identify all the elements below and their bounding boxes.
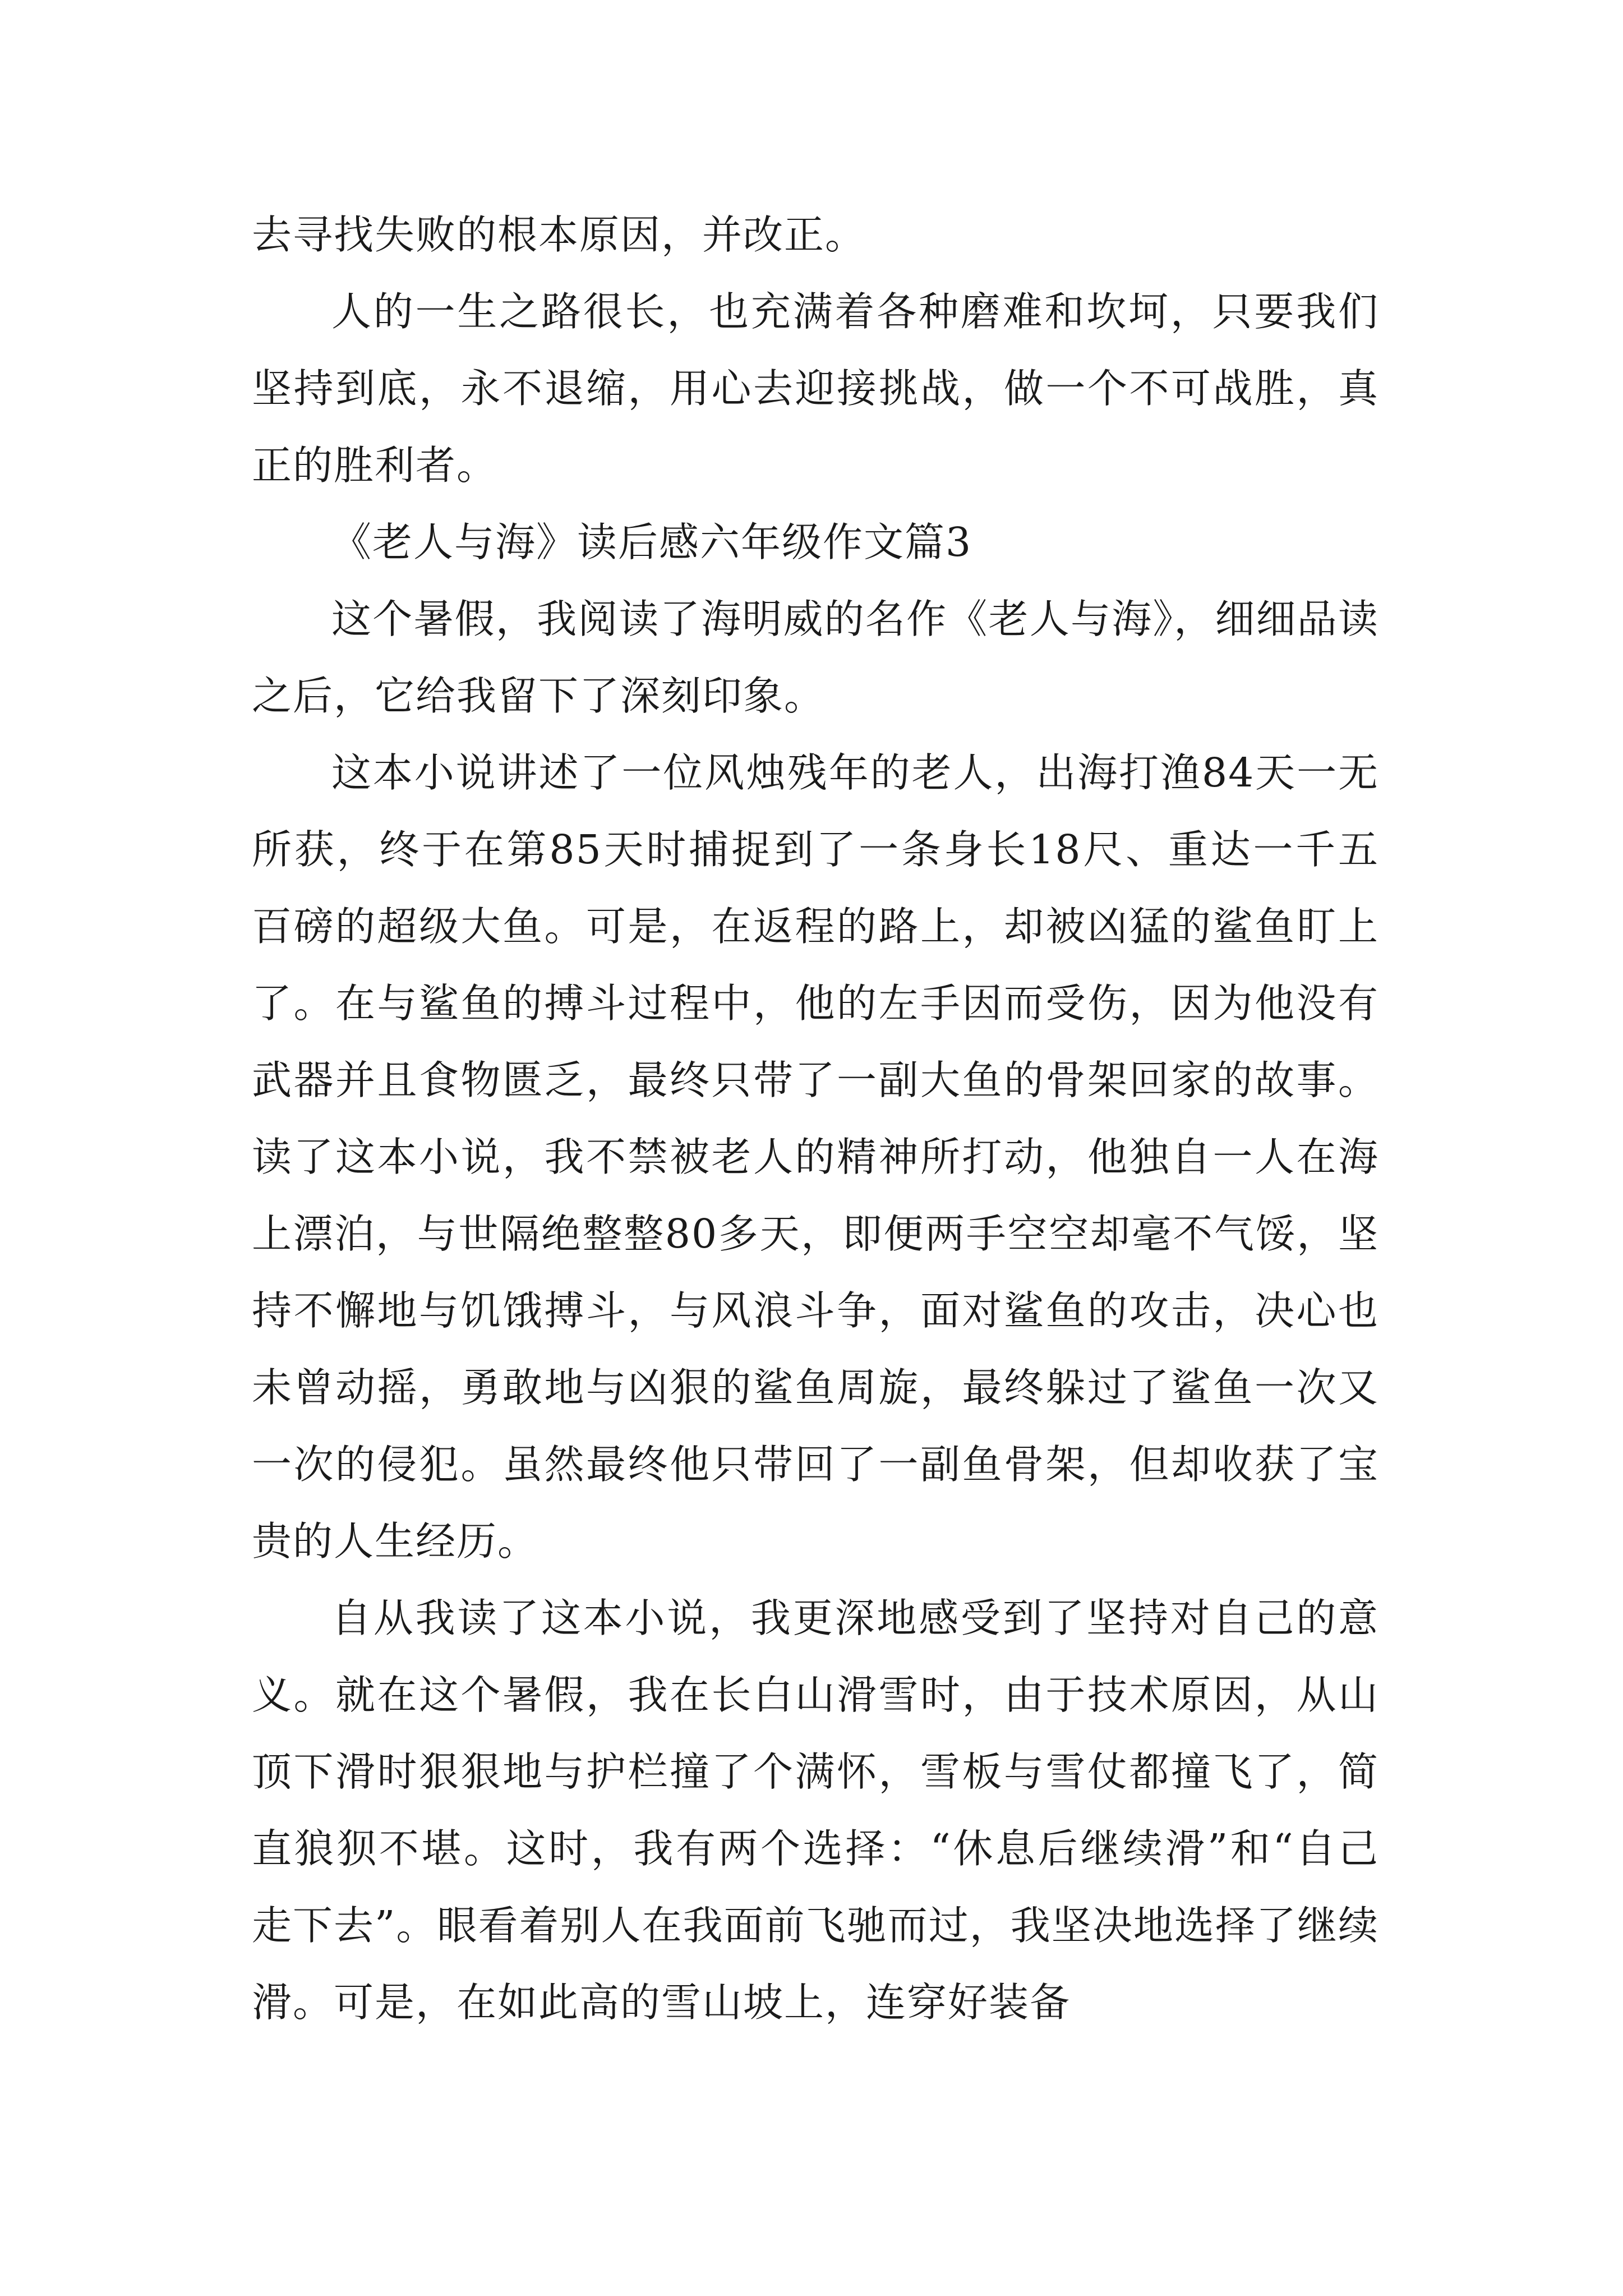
article-body	[252, 196, 1379, 2041]
paragraph-continued: 去寻找失败的根本原因，并改正。	[252, 211, 866, 258]
paragraph-summary: 这本小说讲述了一位风烛残年的老人，出海打渔84天一无所获，终于在第85天时捕捉到了一条身长18尺、重达一千五百磅的超级大鱼。可是，在返程的路上，却被凶猛的鲨鱼盯上了。在与鲨鱼的搏斗过程中，他的左手因而受伤，因为他没有武器并且食物匮乏，最终只带了一副大鱼的骨架回家的故事。读了这本小说，我不禁被老人的精神所打动，他独自一人在海上漂泊，与世隔绝整整80多天，即便两手空空却毫不气馁，坚持不懈地与饥饿搏斗，与风浪斗争，面对鲨鱼的攻击，决心也未曾动摇，勇敢地与凶狠的鲨鱼周旋，最终躲过了鲨鱼一次又一次的侵犯。虽然最终他只带回了一副鱼骨架，但却收获了宝贵的人生经历。	[252, 749, 1379, 1565]
section-heading: 《老人与海》读后感六年级作文篇3	[331, 519, 972, 565]
paragraph-conclusion: 人的一生之路很长，也充满着各种磨难和坎坷，只要我们坚持到底，永不退缩，用心去迎接挑战，做一个不可战胜，真正的胜利者。	[252, 288, 1379, 489]
paragraph-reflection: 自从我读了这本小说，我更深地感受到了坚持对自己的意义。就在这个暑假，我在长白山滑雪时，由于技术原因，从山顶下滑时狠狠地与护栏撞了个满怀，雪板与雪仗都撞飞了，简直狼狈不堪。这时，我有两个选择：“休息后继续滑”和“自己走下去”。眼看着别人在我面前飞驰而过，我坚决地选择了继续滑。可是，在如此高的雪山坡上，连穿好装备	[252, 1595, 1379, 2026]
paragraph-intro: 这个暑假，我阅读了海明威的名作《老人与海》，细细品读之后，它给我留下了深刻印象。	[252, 596, 1379, 719]
